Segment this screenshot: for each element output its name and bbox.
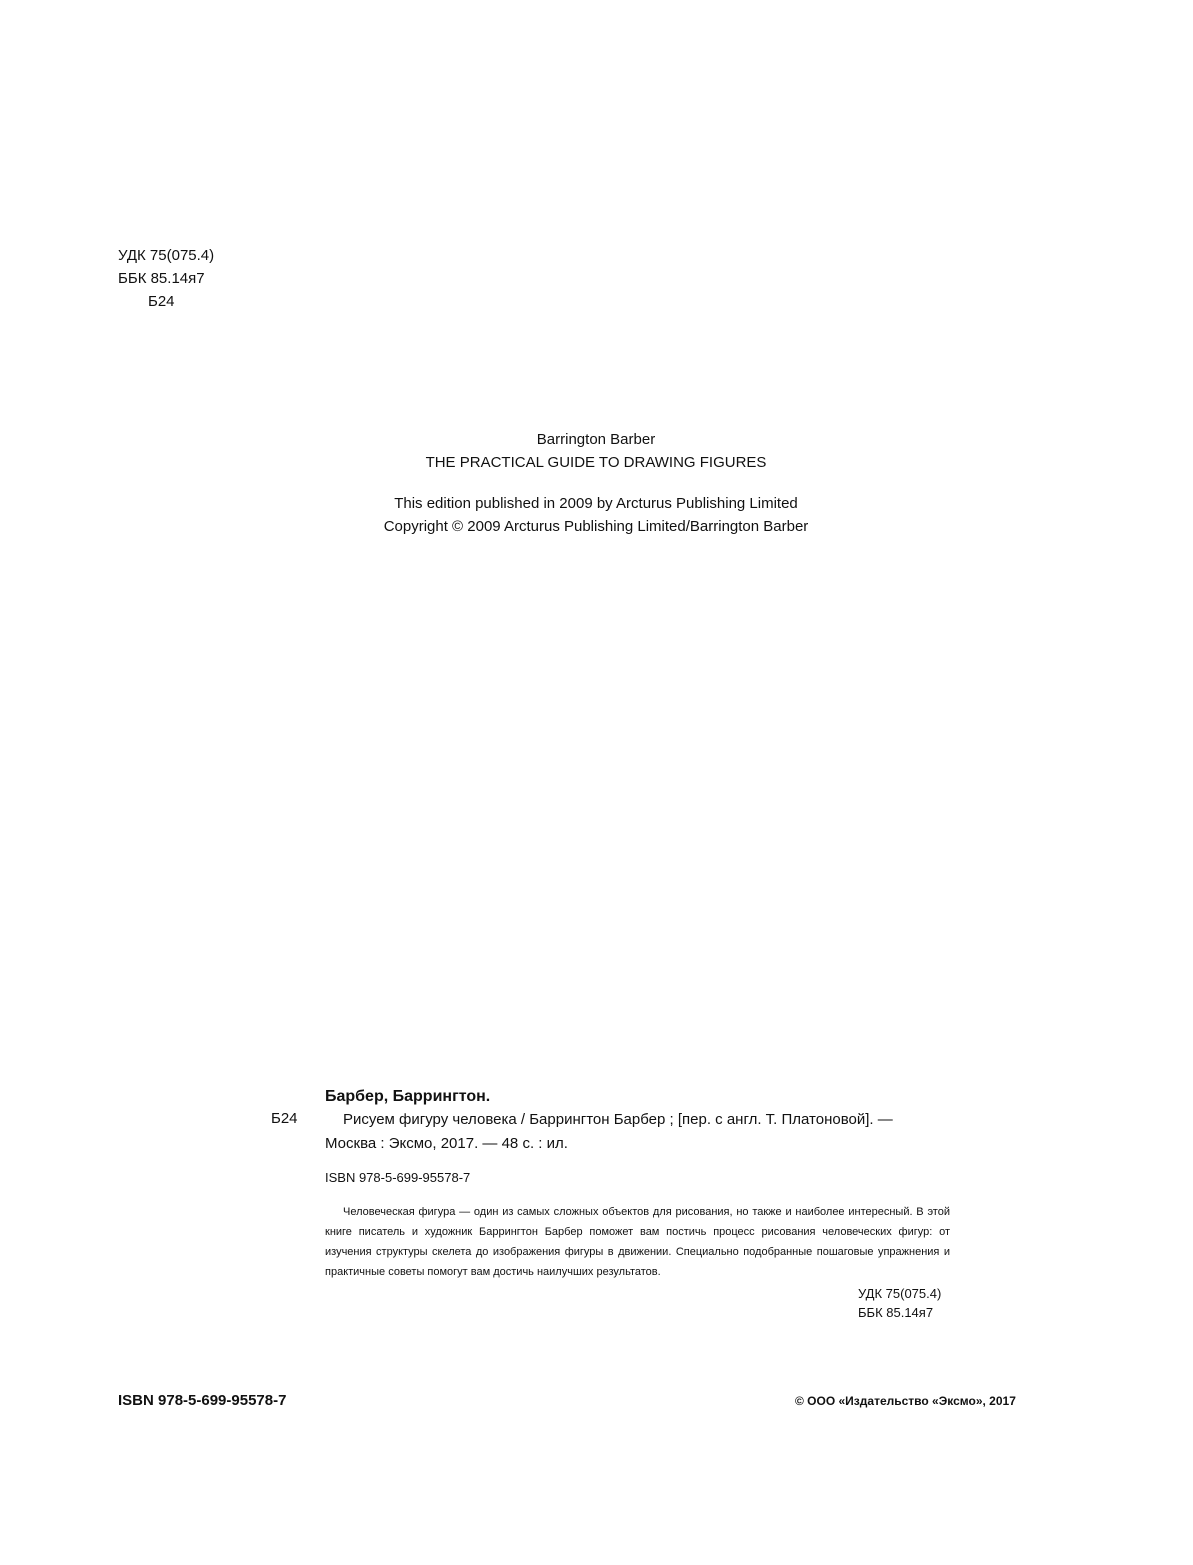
biblio-bbk: ББК 85.14я7 [858,1305,934,1320]
biblio-isbn: ISBN 978-5-699-95578-7 [325,1170,471,1185]
udk-code: УДК 75(075.4) [118,247,215,264]
footer-copyright: © ООО «Издательство «Эксмо», 2017 [795,1394,1016,1408]
edition-note: This edition published in 2009 by Arcturus Publishing Limited [394,495,798,512]
biblio-udk: УДК 75(075.4) [858,1286,942,1301]
biblio-imprint-line: Москва : Эксмо, 2017. — 48 с. : ил. [325,1135,568,1152]
biblio-heading: Барбер, Баррингтон. [325,1088,491,1105]
original-edition-info [296,428,896,538]
biblio-annotation: Человеческая фигура — один из самых сложных объектов для рисования, но также и наиболее интересный. В этой книге писатель и художник Баррингтон Барбер поможет вам постичь процесс рисования человеческих фигур: от изучения структуры скелета до изображения фигуры в движении. Специально подобранные пошаговые упражнения и практичные советы помогут вам достичь наилучших результатов. [325,1206,950,1278]
biblio-title-line: Рисуем фигуру человека / Баррингтон Барбер ; [пер. с англ. Т. Платоновой]. — [343,1111,893,1128]
original-author: Barrington Barber [536,431,656,448]
bibliographic-record [271,1085,965,1322]
biblio-classification [858,1284,965,1322]
original-copyright: Copyright © 2009 Arcturus Publishing Limited/Barrington Barber [383,518,809,535]
bbk-code: ББК 85.14я7 [118,270,205,287]
original-title: THE PRACTICAL GUIDE TO DRAWING FIGURES [425,454,767,471]
author-mark: Б24 [148,293,175,310]
top-classification [118,244,214,313]
biblio-author-mark: Б24 [271,1110,298,1127]
footer-isbn: ISBN 978-5-699-95578-7 [118,1392,287,1409]
